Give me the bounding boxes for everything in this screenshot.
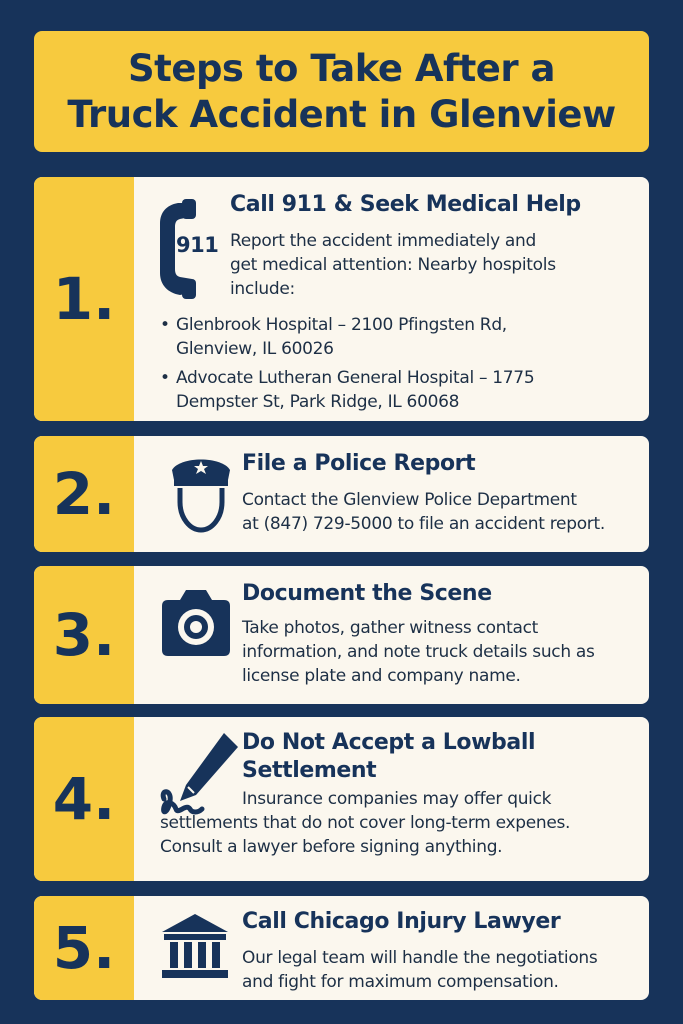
list-item-line: Glenview, IL 60026 [176,339,334,359]
step-card-2 [34,436,649,552]
body-line: Report the accident immediately and [230,231,537,251]
list-item-line: Dempster St, Park Ridge, IL 60068 [176,392,460,412]
step-heading: File a Police Report [242,451,476,476]
step-heading: Document the Scene [242,581,492,606]
heading-line: Settlement [242,758,377,783]
body-line: get medical attention: Nearby hospitols [230,255,556,275]
list-item-line: Advocate Lutheran General Hospital – 1775 [176,368,535,388]
step-body [242,616,595,688]
step-heading: Call Chicago Injury Lawyer [242,909,561,934]
list-item [176,366,534,414]
body-line: Consult a lawyer before signing anything. [160,837,503,857]
step-heading: Call 911 & Seek Medical Help [230,192,581,217]
step-number: 4. [34,717,134,881]
step-body [242,488,605,536]
pen-signature-icon [158,729,242,821]
body-line: and fight for maximum compensation. [242,972,559,992]
icon-911-label: 911 [176,233,219,257]
body-line: license plate and company name. [242,666,521,686]
body-line: information, and note truck details such as [242,642,595,662]
step-body [242,787,551,811]
step-card-5 [34,896,649,1000]
infographic-title [34,31,649,152]
step-heading [242,729,535,785]
step-number: 1. [34,177,134,421]
list-item [176,313,507,361]
title-line-2: Truck Accident in Glenview [67,92,616,136]
title-line-1: Steps to Take After a [128,46,555,90]
body-line: Contact the Glenview Police Department [242,490,577,510]
step-number: 2. [34,436,134,552]
step-card-3 [34,566,649,704]
body-line: settlements that do not cover long-term expenes. [160,813,571,833]
step-card-1 [34,177,649,421]
step-body [242,946,597,994]
list-item-line: Glenbrook Hospital – 2100 Pfingsten Rd, [176,315,507,335]
camera-icon [158,588,234,658]
body-line: include: [230,279,295,299]
body-line: at (847) 729-5000 to file an accident report. [242,514,605,534]
step-body-wrap [160,811,570,859]
step-card-4 [34,717,649,881]
step-number: 3. [34,566,134,704]
body-line: Take photos, gather witness contact [242,618,539,638]
bullet-dot: • [160,368,171,388]
police-officer-icon [166,450,236,534]
body-line: Our legal team will handle the negotiations [242,948,598,968]
courthouse-icon [160,912,230,982]
step-body [230,229,556,301]
body-line: Insurance companies may offer quick [242,789,552,809]
bullet-dot: • [160,315,171,335]
step-number: 5. [34,896,134,1000]
heading-line: Do Not Accept a Lowball [242,730,536,755]
